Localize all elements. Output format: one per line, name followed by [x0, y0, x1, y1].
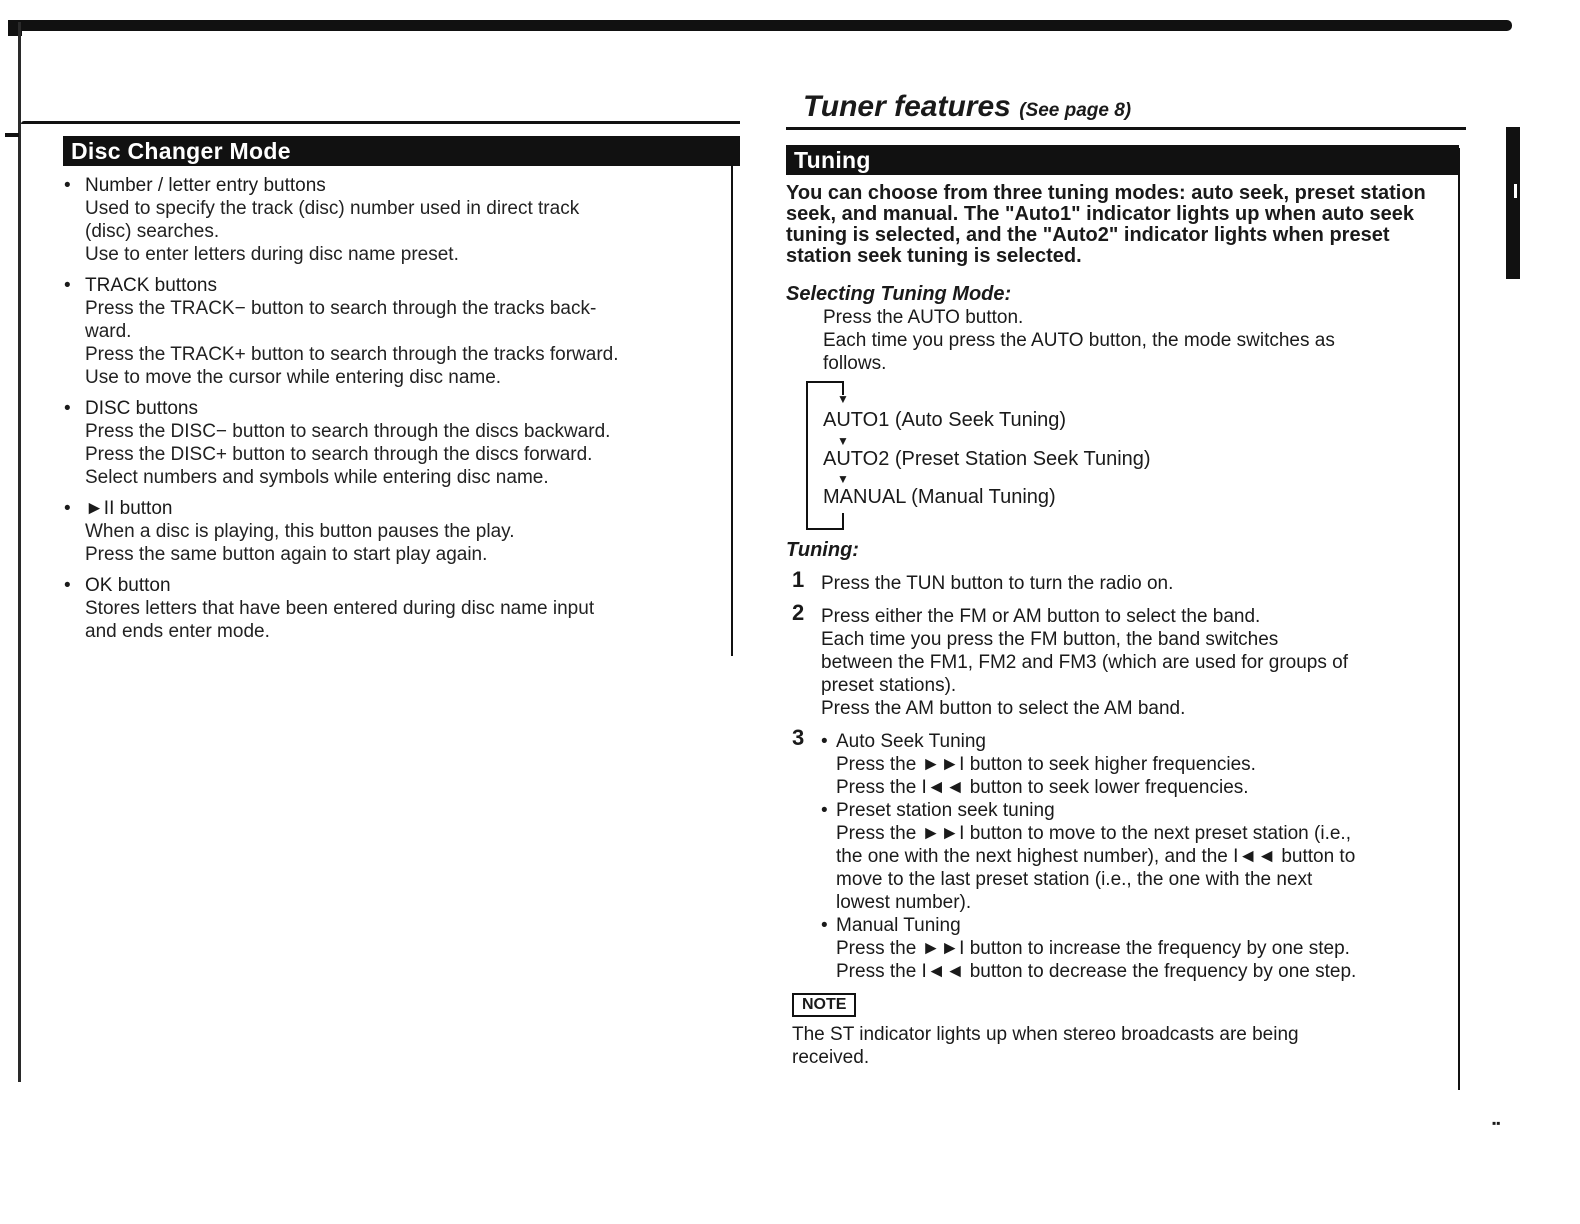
sub-item: [821, 730, 1456, 799]
sub-heading: Manual Tuning: [836, 915, 961, 936]
mode-auto2: AUTO2 (Preset Station Seek Tuning): [823, 448, 1151, 470]
sub-heading: Auto Seek Tuning: [836, 731, 986, 752]
down-arrow-icon: ▼: [837, 392, 849, 406]
bullet: •: [821, 915, 828, 936]
tuning-section: [786, 145, 1456, 1069]
list-item: [63, 274, 740, 389]
step-text: Press the TUN button to turn the radio on.: [821, 573, 1174, 594]
left-page-edge: [18, 22, 21, 1082]
tuning-heading: Tuning:: [786, 539, 859, 561]
item-heading: TRACK buttons: [85, 275, 217, 296]
selecting-mode-text: Press the AUTO button. Each time you press the AUTO button, the mode switches as follows.: [823, 307, 1335, 374]
sub-body: Press the ►►I button to move to the next preset station (i.e., the one with the next highest number), and the I◄◄ button to move to the last preset station (i.e., the one with the next lowest number).: [836, 823, 1356, 913]
sub-item: [821, 914, 1456, 983]
page-reference: (See page 8): [1019, 100, 1132, 121]
step-number: 3: [792, 725, 805, 750]
button-list: [63, 174, 740, 643]
list-item: [63, 174, 740, 266]
item-body: Used to specify the track (disc) number used in direct track (disc) searches. Use to enter letters during disc name preset.: [85, 198, 580, 265]
item-heading: ►II button: [85, 498, 173, 519]
down-arrow-icon: ▼: [837, 472, 849, 486]
cycle-frame-edge: [842, 513, 844, 528]
item-heading: OK button: [85, 575, 171, 596]
sub-body: Press the ►►I button to increase the frequency by one step. Press the I◄◄ button to decrease the frequency by one step.: [836, 938, 1357, 982]
title-rule: [786, 127, 1466, 130]
item-heading: DISC buttons: [85, 398, 198, 419]
disc-changer-section: [63, 120, 740, 643]
item-body: When a disc is playing, this button pauses the play. Press the same button again to start play again.: [85, 521, 515, 565]
sub-item: [821, 799, 1456, 914]
left-hook: [5, 133, 19, 137]
step: [786, 725, 1456, 983]
list-item: [63, 497, 740, 566]
section-title: Tuning: [786, 145, 1459, 175]
bullet: •: [64, 398, 71, 419]
list-item: [63, 397, 740, 489]
selecting-mode-heading: Selecting Tuning Mode:: [786, 283, 1012, 305]
step: [786, 567, 1456, 595]
side-tab-mark: [1514, 184, 1517, 198]
page-title-text: Tuner features: [803, 90, 1011, 123]
steps-list: [786, 567, 1456, 983]
note-label: NOTE: [792, 993, 856, 1017]
sub-body: Press the ►►I button to seek higher frequencies. Press the I◄◄ button to seek lower frequencies.: [836, 754, 1256, 798]
side-tab: [1506, 127, 1520, 279]
item-body: Stores letters that have been entered during disc name input and ends enter mode.: [85, 598, 595, 642]
item-body: Press the DISC− button to search through the discs backward. Press the DISC+ button to search through the discs forward. Select numbers and symbols while entering disc name.: [85, 421, 611, 488]
note-text: The ST indicator lights up when stereo broadcasts are being received.: [792, 1024, 1299, 1068]
step-text: Press either the FM or AM button to select the band. Each time you press the FM button, the band switches between the FM1, FM2 and FM3 (which are used for groups of preset stations). Press the AM button to select the AM band.: [821, 606, 1348, 719]
right-column-border: [1458, 148, 1460, 1090]
mode-cycle-diagram: [806, 381, 1456, 539]
step-number: 2: [792, 600, 805, 625]
bullet: •: [821, 731, 828, 752]
bullet: •: [821, 800, 828, 821]
down-arrow-icon: ▼: [837, 434, 849, 448]
list-item: [63, 574, 740, 643]
page-mark: ▪▪: [1492, 1116, 1501, 1130]
page-title: [803, 90, 1131, 124]
bullet: •: [64, 575, 71, 596]
bullet: •: [64, 275, 71, 296]
section-title: Disc Changer Mode: [63, 136, 740, 166]
bullet: •: [64, 175, 71, 196]
item-heading: Number / letter entry buttons: [85, 175, 326, 196]
mode-auto1: AUTO1 (Auto Seek Tuning): [823, 409, 1067, 431]
item-body: Press the TRACK− button to search through the tracks back- ward. Press the TRACK+ button to search through the tracks forward. Use to move the cursor while entering disc name.: [85, 298, 619, 388]
bullet: •: [64, 498, 71, 519]
step-number: 1: [792, 567, 805, 592]
intro-paragraph: You can choose from three tuning modes: auto seek, preset station seek, and manual. The "Auto1" indicator lights up when auto seek tuning is selected, and the "Auto2" indicator lights when preset station seek tuning is selected.: [786, 182, 1426, 267]
top-rule: [8, 20, 1512, 31]
sub-heading: Preset station seek tuning: [836, 800, 1055, 821]
step: [786, 600, 1456, 720]
mode-manual: MANUAL (Manual Tuning): [823, 486, 1056, 508]
